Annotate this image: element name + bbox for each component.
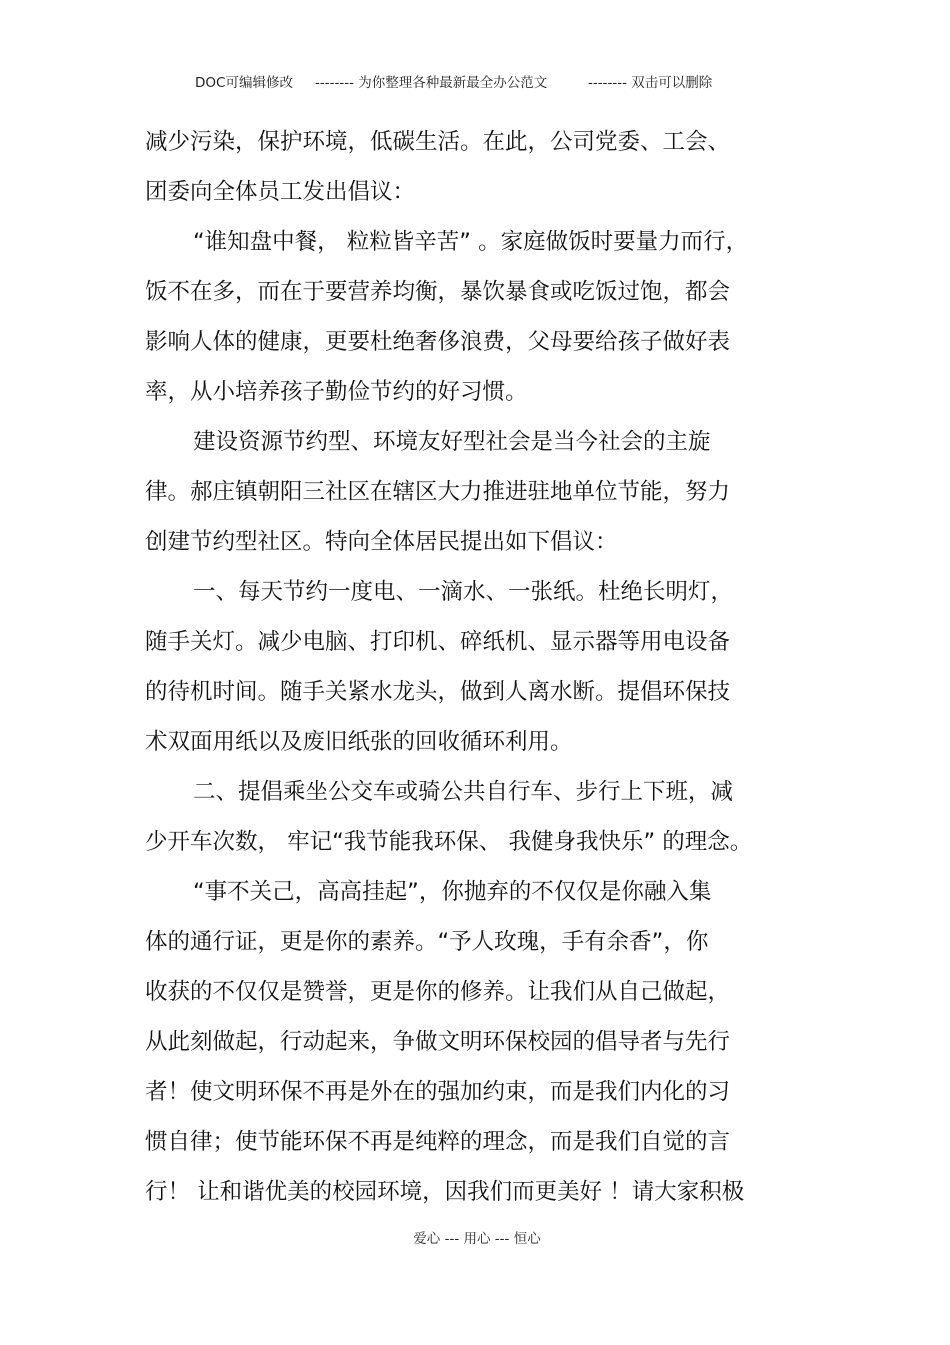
body-line: 体的通行证，更是你的素养。“予人玫瑰，手有余香”，你 [145, 929, 709, 955]
page-header [0, 72, 950, 94]
body-line: “谁知盘中餐， 粒粒皆辛苦” 。家庭做饭时要量力而行， [193, 229, 749, 255]
body-line: 二、提倡乘坐公交车或骑公共自行车、步行上下班，减 [193, 779, 734, 805]
page-footer [0, 1228, 950, 1250]
body-line: 减少污染，保护环境，低碳生活。在此，公司党委、工会、 [145, 129, 731, 155]
header-doc-label: DOC可编辑修改 [195, 75, 293, 91]
body-line: 饭不在多，而在于要营养均衡，暴饮暴食或吃饭过饱，都会 [145, 279, 731, 305]
body-line: 少开车次数， 牢记“我节能我环保、 我健身我快乐” 的理念。 [145, 829, 753, 855]
body-line: 律。郝庄镇朝阳三社区在辖区大力推进驻地单位节能，努力 [145, 479, 731, 505]
body-line: 者！使文明环保不再是外在的强加约束，而是我们内化的习 [145, 1079, 731, 1105]
header-delete-hint: -------- 双击可以删除 [588, 75, 713, 91]
body-line: 随手关灯。减少电脑、打印机、碎纸机、显示器等用电设备 [145, 629, 731, 655]
body-line: 创建节约型社区。特向全体居民提出如下倡议： [145, 529, 618, 555]
header-tagline: -------- 为你整理各种最新最全办公范文 [315, 75, 548, 91]
body-line: 术双面用纸以及废旧纸张的回收循环利用。 [145, 729, 573, 755]
body-line: 的待机时间。随手关紧水龙头，做到人离水断。提倡环保技 [145, 679, 731, 705]
body-line: 建设资源节约型、环境友好型社会是当今社会的主旋 [193, 429, 711, 455]
body-line: 从此刻做起，行动起来，争做文明环保校园的倡导者与先行 [145, 1029, 731, 1055]
body-line: 收获的不仅仅是赞誉，更是你的修养。让我们从自己做起， [145, 979, 731, 1005]
body-line: 率，从小培养孩子勤俭节约的好习惯。 [145, 379, 528, 405]
body-line: 行！ 让和谐优美的校园环境，因我们而更美好 ！请大家积极 [145, 1179, 745, 1205]
body-line: 团委向全体员工发出倡议： [145, 179, 416, 205]
body-line: 影响人体的健康，更要杜绝奢侈浪费，父母要给孩子做好表 [145, 329, 731, 355]
footer-motto: 爱心 --- 用心 --- 恒心 [413, 1231, 541, 1247]
body-line: “事不关己，高高挂起”，你抛弃的不仅仅是你融入集 [193, 879, 712, 905]
body-line: 惯自律；使节能环保不再是纯粹的理念，而是我们自觉的言 [145, 1129, 731, 1155]
body-line: 一、每天节约一度电、一滴水、一张纸。杜绝长明灯， [193, 579, 734, 605]
